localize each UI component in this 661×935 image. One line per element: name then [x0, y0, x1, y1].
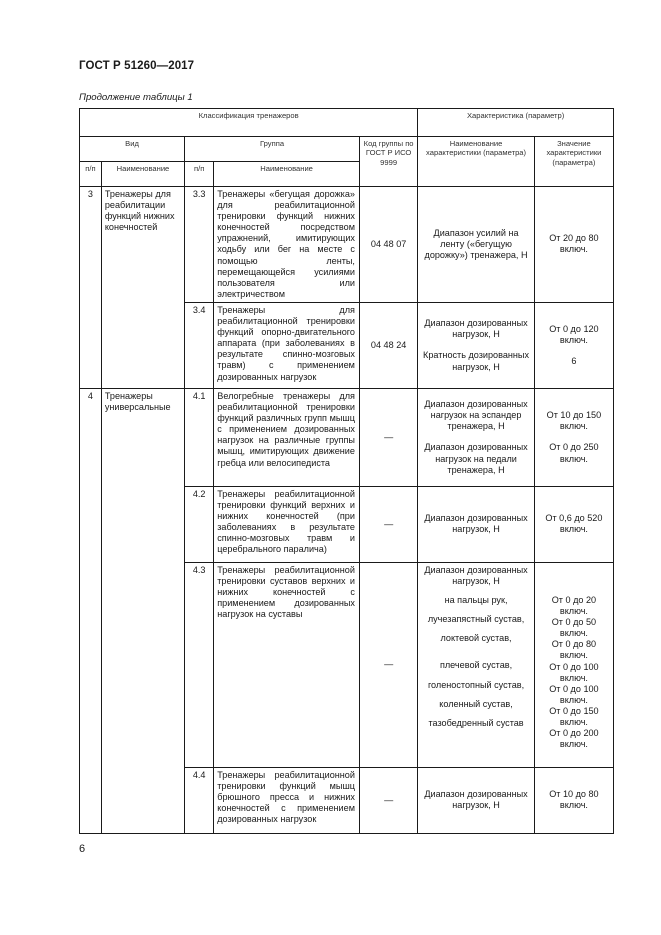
header-group-num: п/п	[185, 162, 214, 187]
char-name: Диапазон дозированных нагрузок на эспандер тренажера, Н	[424, 399, 528, 432]
group-name: Тренажеры для реабилитационной тренировки функций опорно-двигательного аппарата (при заболеваниях в результате спинно-мозговых травм) с применением дозированных нагрузок	[214, 302, 360, 388]
header-name: Наименование	[101, 162, 184, 187]
char-name: тазобедренный сустав	[428, 717, 524, 728]
char-name: Диапазон дозированных нагрузок на педали тренажера, Н	[424, 442, 528, 475]
char-value: От 0 до 200 включ.	[549, 728, 599, 750]
group-code: 04 48 07	[359, 187, 417, 303]
char-name: плечевой сустав,	[439, 660, 513, 671]
char-value: От 10 до 150 включ.	[546, 410, 602, 432]
header-group-name: Наименование	[214, 162, 360, 187]
char-value: От 0,6 до 520 включ.	[545, 513, 603, 535]
header-char-name: Наименование характеристики (параметра)	[418, 137, 535, 187]
document-code: ГОСТ Р 51260—2017	[79, 60, 195, 72]
group-number: 3.4	[185, 302, 214, 388]
header-classification: Классификация тренажеров	[80, 109, 418, 137]
char-name-cell	[418, 187, 535, 303]
char-value-cell	[534, 388, 613, 486]
group-code: —	[359, 767, 417, 833]
char-name: лучезапястный сустав,	[427, 614, 525, 625]
char-name: локтевой сустав,	[440, 633, 512, 644]
char-name-cell	[418, 486, 535, 562]
char-value: От 0 до 120 включ.	[549, 323, 599, 345]
char-value: 6	[571, 355, 577, 366]
header-row-2	[80, 137, 614, 162]
char-value-cell	[534, 562, 613, 767]
group-name: Тренажеры «бегущая дорожка» для реабилитационной тренировки функций нижних конечностей посредством упражнений, имитирующих ходьбу или бег на месте с помощью ленты, перемещающейся усилиями пользователя или электричеством	[214, 187, 360, 303]
char-value-cell	[534, 486, 613, 562]
char-value: От 10 до 80 включ.	[549, 789, 599, 811]
table-continuation-caption: Продолжение таблицы 1	[79, 92, 193, 103]
table-row	[80, 388, 614, 486]
char-name: Кратность дозированных нагрузок, Н	[423, 350, 530, 372]
char-value-cell	[534, 302, 613, 388]
group-name: Тренажеры реабилитационной тренировки суставов верхних и нижних конечностей с применением дозированных нагрузок на суставы	[214, 562, 360, 767]
char-name: голеностопный сустав,	[427, 679, 525, 690]
group-number: 4.4	[185, 767, 214, 833]
char-value: От 0 до 100 включ.	[549, 683, 599, 705]
group-name: Велогребные тренажеры для реабилитационной тренировки функций различных групп мышц с применением дозированных нагрузок на различные группы мышц, имитирующих движение гребца или велосипедиста	[214, 388, 360, 486]
header-group: Группа	[185, 137, 360, 162]
header-char-value: Значение характеристики (параметра)	[534, 137, 613, 187]
group-number: 4.3	[185, 562, 214, 767]
char-name: Диапазон дозированных нагрузок, Н	[424, 789, 528, 811]
section-number: 4	[80, 388, 102, 833]
char-name-cell	[418, 562, 535, 767]
group-number: 4.1	[185, 388, 214, 486]
table-row	[80, 187, 614, 303]
char-value-cell	[534, 187, 613, 303]
header-row-1	[80, 109, 614, 137]
group-name: Тренажеры реабилитационной тренировки функций мышц брюшного пресса и нижних конечностей с применением дозированных нагрузок	[214, 767, 360, 833]
classification-table	[79, 108, 614, 834]
group-number: 4.2	[185, 486, 214, 562]
char-value: От 0 до 150 включ.	[549, 705, 599, 727]
header-code: Код группы по ГОСТ Р ИСО 9999	[359, 137, 417, 187]
char-name: Диапазон дозированных нагрузок, Н	[424, 564, 528, 587]
header-characteristic: Характеристика (параметр)	[418, 109, 614, 137]
char-value-cell	[534, 767, 613, 833]
char-name: Диапазон дозированных нагрузок, Н	[424, 318, 528, 340]
group-name: Тренажеры реабилитационной тренировки функций верхних и нижних конечностей (при заболеваниях в результате спинно-мозговых травм и церебрального паралича)	[214, 486, 360, 562]
char-value: От 0 до 50 включ.	[551, 617, 597, 639]
char-value: От 0 до 100 включ.	[549, 661, 599, 683]
header-num: п/п	[80, 162, 102, 187]
group-code: —	[359, 486, 417, 562]
page-number: 6	[79, 843, 86, 855]
char-value: От 0 до 80 включ.	[551, 639, 597, 661]
char-name: на пальцы рук,	[444, 595, 508, 606]
section-name: Тренажеры для реабилитации функций нижних конечностей	[101, 187, 184, 389]
group-code: 04 48 24	[359, 302, 417, 388]
char-value: От 20 до 80 включ.	[549, 233, 599, 255]
section-name: Тренажеры универсальные	[101, 388, 184, 833]
char-value: От 0 до 20 включ.	[551, 594, 597, 617]
char-name: Диапазон усилий на ленту («бегущую дорожку») тренажера, Н	[424, 227, 528, 261]
group-code: —	[359, 388, 417, 486]
section-number: 3	[80, 187, 102, 389]
group-code: —	[359, 562, 417, 767]
char-value: От 0 до 250 включ.	[549, 442, 599, 464]
char-name: Диапазон дозированных нагрузок, Н	[424, 513, 528, 535]
group-number: 3.3	[185, 187, 214, 303]
char-name-cell	[418, 388, 535, 486]
char-name-cell	[418, 767, 535, 833]
char-name-cell	[418, 302, 535, 388]
char-name: коленный сустав,	[439, 698, 513, 709]
header-type: Вид	[80, 137, 185, 162]
